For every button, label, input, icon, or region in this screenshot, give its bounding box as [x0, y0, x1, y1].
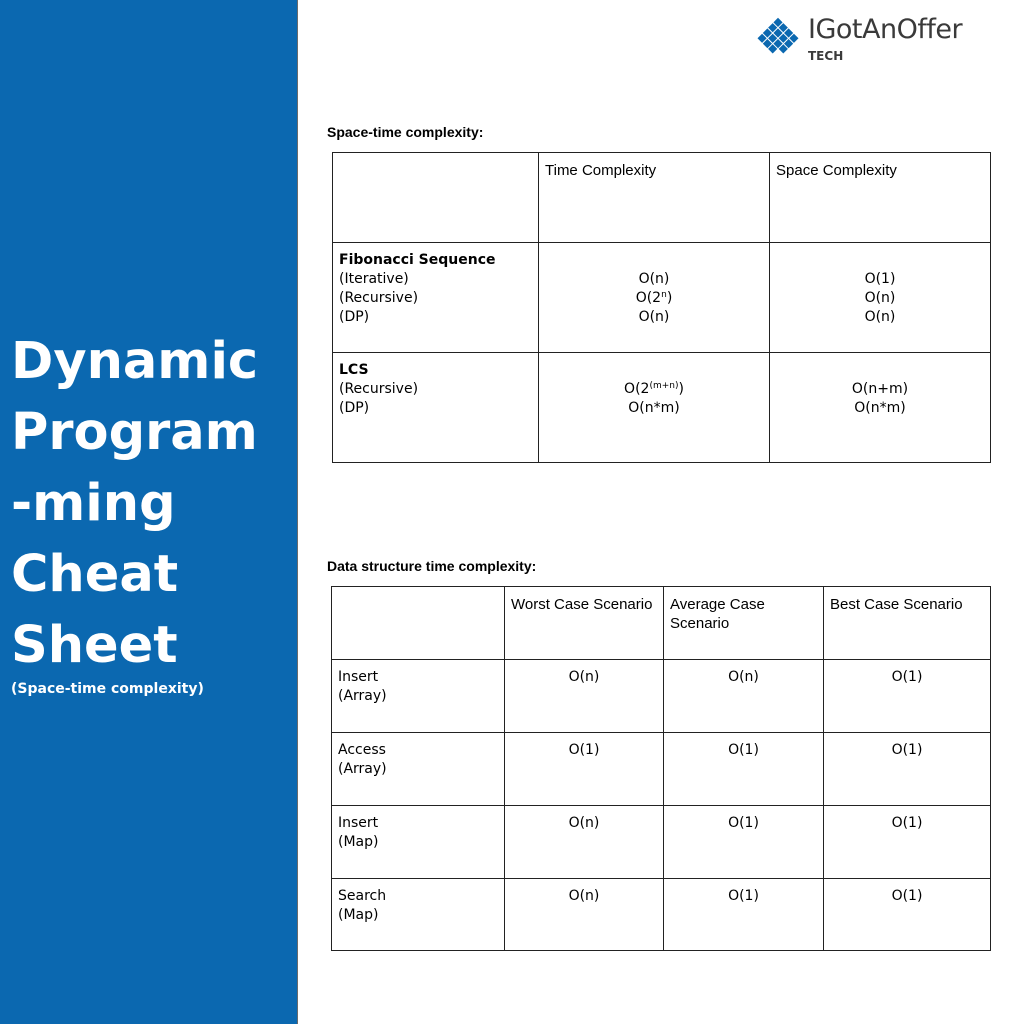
row-variant: (Iterative): [339, 271, 409, 287]
section-heading-data-structure: Data structure time complexity:: [327, 558, 537, 574]
table-row: [332, 879, 991, 951]
time-cell: [539, 243, 770, 353]
brand-name: IGotAnOffer: [808, 14, 963, 45]
op-cell: Search (Map): [332, 879, 505, 951]
complexity-value: $O(2^{(m+n)})$: [624, 381, 684, 397]
table-row: [332, 733, 991, 806]
sidebar-panel: [0, 0, 298, 1024]
header-cell-average: Average Case Scenario: [664, 587, 824, 660]
header-cell-best: Best Case Scenario: [824, 587, 991, 660]
table-row-fibonacci: [333, 243, 991, 353]
op-cell: Insert (Array): [332, 660, 505, 733]
header-cell-empty: [332, 587, 505, 660]
row-variant: (Recursive): [339, 290, 419, 306]
best-cell: O(1): [824, 806, 991, 879]
row-title: LCS: [339, 362, 369, 378]
row-variant: (DP): [339, 309, 370, 325]
best-cell: O(1): [824, 733, 991, 806]
header-cell-empty: [333, 153, 539, 243]
best-cell: O(1): [824, 879, 991, 951]
worst-cell: O(1): [505, 733, 664, 806]
average-cell: O(1): [664, 733, 824, 806]
complexity-value: O(n*m): [628, 400, 680, 416]
complexity-value: O(n+m): [851, 381, 909, 397]
table-row: [332, 806, 991, 879]
average-cell: O(1): [664, 806, 824, 879]
average-cell: O(1): [664, 879, 824, 951]
time-cell: [539, 353, 770, 463]
table-row: [332, 660, 991, 733]
worst-cell: O(n): [505, 660, 664, 733]
op-cell: Access (Array): [332, 733, 505, 806]
header-cell-time: Time Complexity: [539, 153, 770, 243]
space-time-table: [332, 152, 991, 463]
space-cell: [770, 353, 991, 463]
op-cell: Insert (Map): [332, 806, 505, 879]
complexity-value: O(n*m): [854, 400, 906, 416]
complexity-value: O(n): [638, 271, 670, 287]
row-label-cell: [333, 353, 539, 463]
table-header-row: [333, 153, 991, 243]
title-line: Cheat: [11, 545, 179, 604]
complexity-value: O(2$^n$): [635, 290, 673, 306]
average-cell: O(n): [664, 660, 824, 733]
diamond-grid-icon: [753, 14, 803, 64]
best-cell: O(1): [824, 660, 991, 733]
table-header-row: [332, 587, 991, 660]
worst-cell: O(n): [505, 806, 664, 879]
row-variant: (DP): [339, 400, 370, 416]
data-structure-table: [331, 586, 991, 951]
title-line: Sheet: [11, 616, 178, 675]
complexity-value: O(1): [864, 271, 896, 287]
complexity-value: O(n): [638, 309, 670, 325]
complexity-value: O(n): [864, 309, 896, 325]
section-heading-space-time: Space-time complexity:: [327, 124, 484, 140]
title-line: Dynamic: [11, 332, 259, 391]
space-cell: [770, 243, 991, 353]
complexity-value: O(n): [864, 290, 896, 306]
brand-subtitle: TECH: [808, 49, 844, 63]
title-line: Program: [11, 403, 258, 462]
row-variant: (Recursive): [339, 381, 419, 397]
header-cell-space: Space Complexity: [770, 153, 991, 243]
row-label-cell: [333, 243, 539, 353]
title-line: -ming: [11, 474, 176, 533]
header-cell-worst: Worst Case Scenario: [505, 587, 664, 660]
row-title: Fibonacci Sequence: [339, 252, 496, 268]
page-subtitle: (Space-time complexity): [11, 681, 204, 697]
table-row-lcs: [333, 353, 991, 463]
page-title: [11, 326, 296, 681]
worst-cell: O(n): [505, 879, 664, 951]
